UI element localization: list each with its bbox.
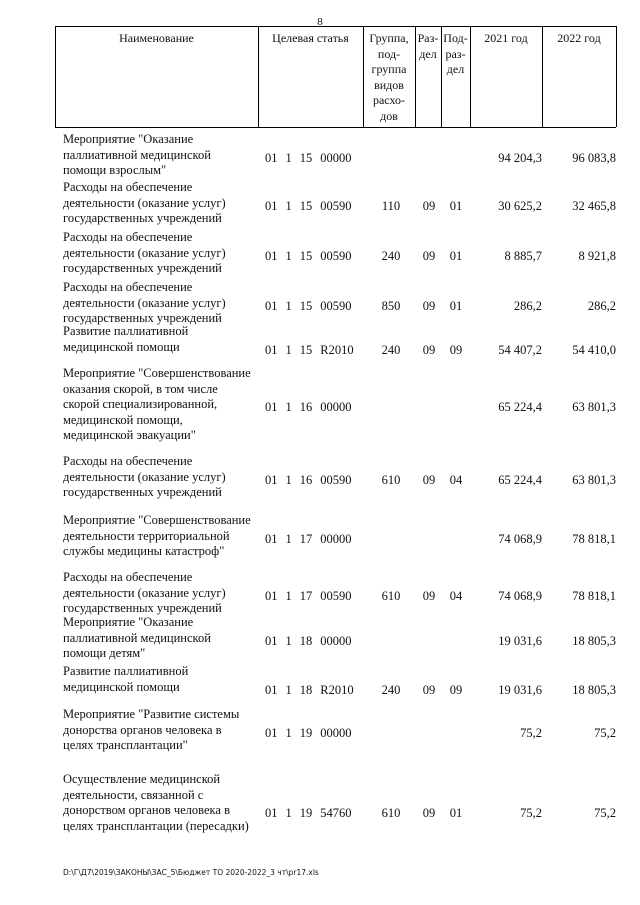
value-2022: 96 083,8 [572, 150, 616, 165]
code-part: 1 [285, 633, 292, 648]
target-article-code [265, 199, 360, 214]
row-name-line: службы медицины катастроф" [63, 544, 225, 558]
expense-group: 240 [381, 248, 401, 263]
code-part: 15 [299, 198, 313, 213]
row-name [63, 280, 263, 327]
code-part: 00590 [320, 248, 352, 263]
value-2021: 8 885,7 [504, 248, 542, 263]
row-name-line: паллиативной медицинской [63, 147, 211, 162]
value-2022: 18 805,3 [572, 682, 616, 697]
row-name [63, 366, 263, 444]
value-2021: 94 204,3 [498, 150, 542, 165]
row-name-line: целях трансплантации" [63, 738, 188, 752]
section-code: 09 [422, 248, 436, 263]
row-name-line: деятельности (оказание услуг) [63, 585, 226, 600]
subsection-code: 04 [449, 588, 463, 603]
row-name-line: Развитие паллиативной [63, 324, 189, 338]
code-part: 1 [285, 342, 292, 357]
code-part: 15 [299, 298, 313, 313]
header-subsection: Под- раз- дел [443, 31, 468, 76]
code-part: 00590 [320, 298, 352, 313]
row-name-line: Расходы на обеспечение [63, 230, 193, 244]
code-part: 1 [285, 400, 292, 414]
value-2021: 19 031,6 [498, 633, 542, 648]
header-top-border [55, 26, 616, 27]
code-part: 15 [299, 150, 313, 165]
code-part: 18 [299, 682, 313, 697]
code-part: 1 [285, 588, 292, 603]
row-name [63, 132, 263, 179]
code-part: 16 [299, 400, 313, 414]
row-name [63, 324, 263, 355]
row-name-line: паллиативной медицинской [63, 630, 211, 645]
row-name [63, 707, 263, 754]
row-name-line: деятельности (оказание услуг) [63, 195, 226, 210]
section-code: 09 [422, 342, 436, 357]
expense-group: 110 [381, 198, 401, 213]
value-2021: 54 407,2 [498, 342, 542, 357]
code-part: 18 [299, 633, 313, 648]
row-name-line: Осуществление медицинской [63, 772, 221, 786]
row-name-line: деятельности (оказание услуг) [63, 469, 226, 484]
row-name-line: помощи детям" [63, 646, 146, 660]
row-name-line: целях трансплантации (пересадки) [63, 818, 249, 833]
code-part: 17 [299, 531, 313, 546]
col-divider [616, 26, 617, 127]
code-part: 01 [265, 248, 278, 263]
code-part: 00000 [320, 531, 352, 546]
file-path-footer: D:\Г\Д7\2019\ЗАКОНЫ\ЗАС_5\Бюджет ТО 2020-2022_3 чт\pr17.xls [63, 868, 319, 877]
code-part: 1 [285, 472, 292, 487]
subsection-code: 09 [449, 682, 463, 697]
row-name [63, 454, 263, 501]
row-name [63, 180, 263, 227]
code-part: 01 [265, 400, 278, 414]
row-name-line: скорой специализированной, [63, 397, 218, 411]
code-part: 01 [265, 531, 278, 546]
subsection-code: 09 [449, 342, 463, 357]
value-2022: 78 818,1 [572, 588, 616, 603]
code-part: 19 [299, 806, 313, 820]
code-part: 01 [265, 298, 278, 313]
row-name-line: деятельности, связанной с [63, 787, 204, 802]
row-name-line: медицинской эвакуации" [63, 428, 196, 442]
value-2022: 63 801,3 [572, 400, 616, 414]
row-name-line: Мероприятие "Оказание [63, 615, 194, 629]
row-name-line: государственных учреждений [63, 601, 222, 615]
row-name-line: Расходы на обеспечение [63, 454, 193, 468]
row-name-line: Расходы на обеспечение [63, 180, 193, 194]
code-part: 19 [299, 725, 313, 740]
row-name-line: государственных учреждений [63, 311, 222, 325]
value-2021: 286,2 [513, 298, 542, 313]
code-part: 01 [265, 806, 278, 820]
row-name-line: деятельности (оказание услуг) [63, 295, 226, 310]
value-2021: 65 224,4 [498, 472, 542, 487]
expense-group: 610 [381, 806, 401, 820]
value-2022: 18 805,3 [572, 633, 616, 648]
subsection-code: 01 [449, 248, 463, 263]
section-code: 09 [422, 588, 436, 603]
code-part: 00000 [320, 633, 352, 648]
expense-group: 240 [381, 342, 401, 357]
target-article-code [265, 249, 360, 264]
page-number: 8 [317, 16, 323, 28]
code-part: 15 [299, 248, 313, 263]
row-name-line: помощи взрослым" [63, 163, 167, 177]
value-2021: 30 625,2 [498, 198, 542, 213]
value-2021: 19 031,6 [498, 682, 542, 697]
row-name-line: государственных учреждений [63, 485, 222, 499]
row-name-line: Расходы на обеспечение [63, 280, 193, 294]
code-part: 1 [285, 682, 292, 697]
code-part: 00590 [320, 588, 352, 603]
row-name-line: Мероприятие "Совершенствование [63, 366, 251, 380]
target-article-code [265, 400, 360, 415]
value-2022: 78 818,1 [572, 531, 616, 546]
target-article-code [265, 726, 360, 741]
code-part: 00000 [320, 725, 352, 740]
target-article-code [265, 589, 360, 604]
row-name-line: донорства органов человека в [63, 722, 222, 737]
header-section: Раз- дел [417, 31, 439, 61]
code-part: 1 [285, 150, 292, 165]
section-code: 09 [422, 682, 436, 697]
code-part: 1 [285, 248, 292, 263]
header-name: Наименование [119, 31, 194, 45]
value-2021: 75,2 [520, 806, 542, 820]
code-part: 1 [285, 531, 292, 546]
header-bottom-border [55, 127, 616, 128]
row-name [63, 513, 263, 560]
row-name-line: деятельности (оказание услуг) [63, 245, 226, 260]
code-part: 1 [285, 298, 292, 313]
code-part: 01 [265, 472, 278, 487]
value-2021: 75,2 [520, 725, 542, 740]
expense-group: 850 [381, 298, 401, 313]
target-article-code [265, 532, 360, 547]
target-article-code [265, 151, 360, 166]
header-year-2021: 2021 год [484, 31, 528, 45]
section-code: 09 [422, 298, 436, 313]
code-part: 00000 [320, 150, 352, 165]
code-part: 1 [285, 198, 292, 213]
code-part: 1 [285, 806, 292, 820]
row-name [63, 664, 263, 695]
row-name [63, 570, 263, 617]
expense-group: 610 [381, 472, 401, 487]
code-part: 01 [265, 633, 278, 648]
subsection-code: 01 [449, 298, 463, 313]
code-part: 00000 [320, 400, 352, 414]
target-article-code [265, 343, 362, 358]
code-part: 17 [299, 588, 313, 603]
row-name [63, 230, 263, 277]
row-name [63, 615, 263, 662]
subsection-code: 04 [449, 472, 463, 487]
row-name [63, 772, 263, 834]
header-target: Целевая статья [272, 31, 349, 45]
section-code: 09 [422, 472, 436, 487]
row-name-line: Развитие паллиативной [63, 664, 189, 678]
row-name-line: Мероприятие "Оказание [63, 132, 194, 146]
target-article-code [265, 634, 360, 649]
row-name-line: медицинской помощи [63, 339, 180, 354]
code-part: 00590 [320, 472, 352, 487]
code-part: 1 [285, 725, 292, 740]
value-2021: 65 224,4 [498, 400, 542, 414]
section-code: 09 [422, 806, 436, 820]
header-group: Группа, под- группа видов расхо- дов [369, 31, 409, 123]
row-name-line: Расходы на обеспечение [63, 570, 193, 584]
row-name-line: медицинской помощи, [63, 412, 183, 427]
row-name-line: донорством органов человека в [63, 803, 230, 817]
value-2022: 54 410,0 [572, 342, 616, 357]
code-part: 01 [265, 150, 278, 165]
value-2022: 8 921,8 [578, 248, 616, 263]
code-part: 01 [265, 682, 278, 697]
value-2021: 74 068,9 [498, 588, 542, 603]
row-name-line: оказания скорой, в том числе [63, 381, 218, 396]
code-part: 54760 [320, 806, 352, 820]
target-article-code [265, 683, 362, 698]
expense-group: 240 [381, 682, 401, 697]
expense-group: 610 [381, 588, 401, 603]
value-2022: 286,2 [587, 298, 616, 313]
header-year-2022: 2022 год [557, 31, 601, 45]
section-code: 09 [422, 198, 436, 213]
subsection-code: 01 [449, 198, 463, 213]
row-name-line: деятельности территориальной [63, 528, 230, 543]
code-part: 01 [265, 342, 278, 357]
subsection-code: 01 [449, 806, 463, 820]
target-article-code [265, 806, 360, 821]
value-2021: 74 068,9 [498, 531, 542, 546]
row-name-line: Мероприятие "Совершенствование [63, 513, 251, 527]
code-part: 00590 [320, 198, 352, 213]
row-name-line: медицинской помощи [63, 679, 180, 694]
row-name-line: государственных учреждений [63, 261, 222, 275]
target-article-code [265, 473, 360, 488]
target-article-code [265, 299, 360, 314]
code-part: 01 [265, 588, 278, 603]
value-2022: 75,2 [594, 725, 616, 740]
code-part: 01 [265, 198, 278, 213]
value-2022: 75,2 [594, 806, 616, 820]
value-2022: 63 801,3 [572, 472, 616, 487]
value-2022: 32 465,8 [572, 198, 616, 213]
code-part: R2010 [320, 682, 354, 697]
row-name-line: Мероприятие "Развитие системы [63, 707, 240, 721]
row-name-line: государственных учреждений [63, 211, 222, 225]
code-part: 16 [299, 472, 313, 487]
code-part: 15 [299, 342, 313, 357]
code-part: 01 [265, 725, 278, 740]
code-part: R2010 [320, 342, 354, 357]
